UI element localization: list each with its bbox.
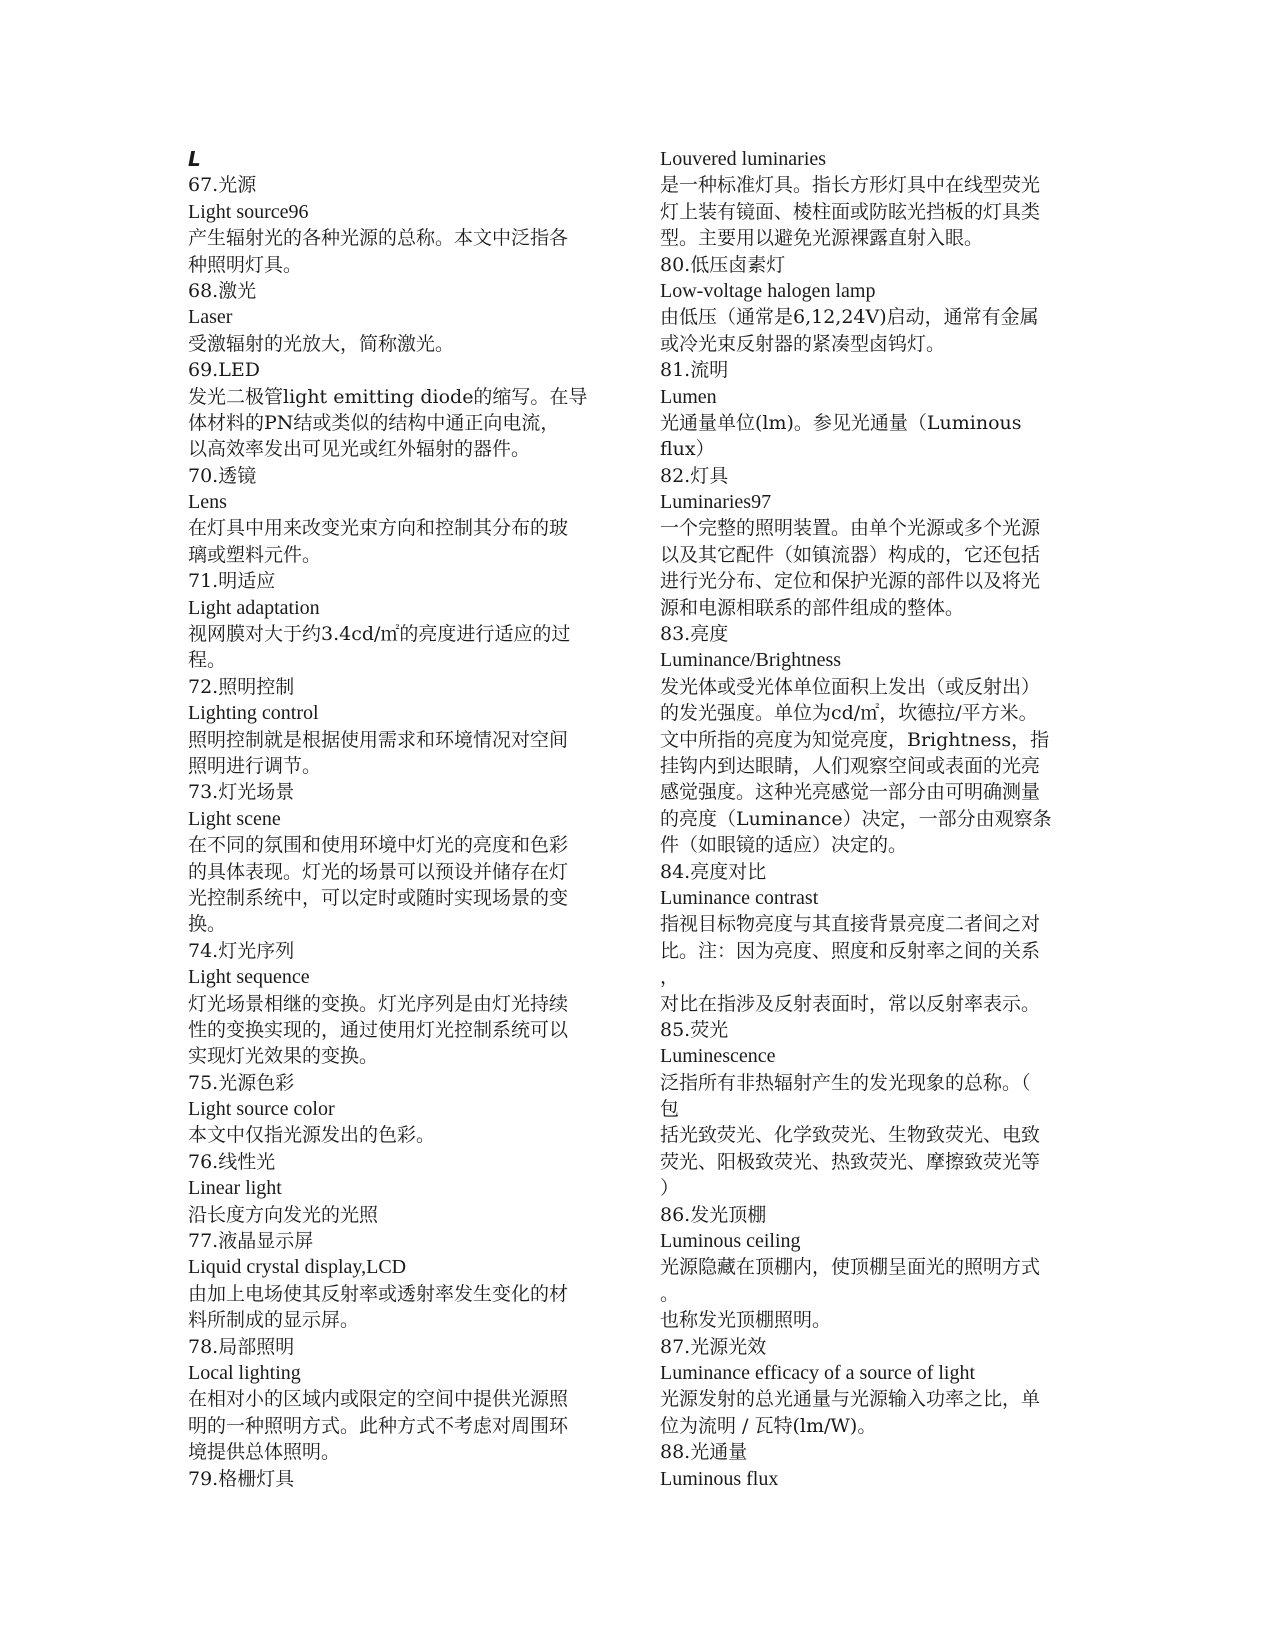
definition-line: 的具体表现。灯光的场景可以预设并储存在灯 (188, 860, 569, 883)
term-number-line: 86.发光顶棚 (660, 1203, 767, 1226)
definition-line: ） (660, 1177, 680, 1200)
definition-line: 比。注：因为亮度、照度和反射率之间的关系 (660, 939, 1041, 962)
definition-line: 位为流明 / 瓦特(lm/W)。 (660, 1414, 877, 1437)
term-number-line: 79.格栅灯具 (188, 1467, 295, 1490)
right-column (660, 146, 1080, 1492)
definition-line: 在灯具中用来改变光束方向和控制其分布的玻 (188, 517, 569, 540)
definition-line: ， (660, 966, 680, 989)
english-term-line: Local lighting (188, 1361, 301, 1384)
term-number-line: 80.低压卤素灯 (660, 253, 786, 276)
english-term-line: Luminance/Brightness (660, 649, 842, 672)
english-term-line: Luminous flux (660, 1467, 779, 1490)
term-number-line: 70.透镜 (188, 464, 257, 487)
english-term-line: Lighting control (188, 702, 319, 725)
definition-line: 泛指所有非热辐射产生的发光现象的总称。（ (660, 1071, 1031, 1094)
definition-line: 挂钩内到达眼睛，人们观察空间或表面的光亮 (660, 754, 1041, 777)
definition-line: 本文中仅指光源发出的色彩。 (188, 1124, 436, 1147)
definition-line: 一个完整的照明装置。由单个光源或多个光源 (660, 517, 1041, 540)
definition-line: 产生辐射光的各种光源的总称。本文中泛指各 (188, 227, 569, 250)
definition-line: 照明控制就是根据使用需求和环境情况对空间 (188, 728, 569, 751)
english-term-line: Luminaries97 (660, 491, 772, 514)
english-term-line: Luminescence (660, 1045, 776, 1068)
section-letter: L (188, 147, 201, 171)
english-term-line: Liquid crystal display,LCD (188, 1256, 407, 1279)
definition-line: flux） (660, 438, 715, 461)
definition-line: 以及其它配件（如镇流器）构成的，它还包括 (660, 543, 1041, 566)
term-number-line: 84.亮度对比 (660, 860, 767, 883)
definition-line: 发光体或受光体单位面积上发出（或反射出） (660, 675, 1041, 698)
term-number-line: 83.亮度 (660, 623, 729, 646)
english-term-line: Luminance contrast (660, 886, 819, 909)
definition-line: 实现灯光效果的变换。 (188, 1045, 379, 1068)
definition-line: 璃或塑料元件。 (188, 543, 322, 566)
term-number-line: 74.灯光序列 (188, 939, 295, 962)
english-term-line: Light adaptation (188, 596, 320, 619)
definition-line: 也称发光顶棚照明。 (660, 1309, 832, 1332)
term-number-line: 69.LED (188, 359, 260, 382)
english-term-line: Laser (188, 306, 233, 329)
english-term-line: Luminance efficacy of a source of light (660, 1361, 976, 1384)
definition-line: 视网膜对大于约3.4cd/㎡的亮度进行适应的过 (188, 623, 571, 646)
english-term-line: Linear light (188, 1177, 282, 1200)
term-number-line: 88.光通量 (660, 1441, 748, 1464)
definition-line: 受激辐射的光放大，简称激光。 (188, 332, 455, 355)
term-number-line: 73.灯光场景 (188, 781, 295, 804)
definition-line: 光源发射的总光通量与光源输入功率之比，单 (660, 1388, 1041, 1411)
definition-line: 源和电源相联系的部件组成的整体。 (660, 596, 965, 619)
definition-line: 荧光、阳极致荧光、热致荧光、摩擦致荧光等 (660, 1150, 1041, 1173)
definition-line: 种照明灯具。 (188, 253, 303, 276)
definition-line: 光控制系统中，可以定时或随时实现场景的变 (188, 886, 569, 909)
definition-line: 料所制成的显示屏。 (188, 1309, 360, 1332)
definition-line: 境提供总体照明。 (188, 1441, 341, 1464)
definition-line: 灯光场景相继的变换。灯光序列是由灯光持续 (188, 992, 569, 1015)
definition-line: 括光致荧光、化学致荧光、生物致荧光、电致 (660, 1124, 1041, 1147)
definition-line: 。 (660, 1282, 680, 1305)
definition-line: 的亮度（Luminance）决定，一部分由观察条 (660, 807, 1052, 830)
definition-line: 是一种标准灯具。指长方形灯具中在线型荧光 (660, 174, 1041, 197)
definition-line: 换。 (188, 913, 227, 936)
definition-line: 由加上电场使其反射率或透射率发生变化的材 (188, 1282, 569, 1305)
term-number-line: 81.流明 (660, 359, 729, 382)
definition-line: 型。主要用以避免光源裸露直射入眼。 (660, 227, 984, 250)
definition-line: 发光二极管light emitting diode的缩写。在导 (188, 385, 588, 408)
definition-line: 指视目标物亮度与其直接背景亮度二者间之对 (660, 913, 1041, 936)
english-term-line: Light scene (188, 807, 281, 830)
english-term-line: Low-voltage halogen lamp (660, 279, 876, 302)
definition-line: 以高效率发出可见光或红外辐射的器件。 (188, 438, 531, 461)
definition-line: 或冷光束反射器的紧凑型卤钨灯。 (660, 332, 946, 355)
term-number-line: 67.光源 (188, 174, 257, 197)
definition-line: 件（如眼镜的适应）决定的。 (660, 834, 908, 857)
term-number-line: 68.激光 (188, 279, 257, 302)
term-number-line: 75.光源色彩 (188, 1071, 295, 1094)
definition-line: 程。 (188, 649, 227, 672)
definition-line: 在相对小的区域内或限定的空间中提供光源照 (188, 1388, 569, 1411)
definition-line: 沿长度方向发光的光照 (188, 1203, 379, 1226)
term-number-line: 72.照明控制 (188, 675, 295, 698)
english-term-line: Light source color (188, 1098, 335, 1121)
definition-line: 明的一种照明方式。此种方式不考虑对周围环 (188, 1414, 569, 1437)
definition-line: 体材料的PN结或类似的结构中通正向电流， (188, 411, 560, 434)
definition-line: 感觉强度。这种光亮感觉一部分由可明确测量 (660, 781, 1041, 804)
definition-line: 对比在指涉及反射表面时，常以反射率表示。 (660, 992, 1041, 1015)
definition-line: 的发光强度。单位为cd/㎡，坎德拉/平方米。 (660, 702, 1038, 725)
english-term-line: Light source96 (188, 200, 309, 223)
definition-line: 由低压（通常是6,12,24V)启动，通常有金属 (660, 306, 1039, 329)
english-term-line: Light sequence (188, 966, 310, 989)
term-number-line: 87.光源光效 (660, 1335, 767, 1358)
definition-line: 包 (660, 1098, 680, 1121)
definition-line: 灯上装有镜面、棱柱面或防眩光挡板的灯具类 (660, 200, 1041, 223)
term-number-line: 71.明适应 (188, 570, 276, 593)
definition-line: 照明进行调节。 (188, 754, 322, 777)
term-number-line: 76.线性光 (188, 1150, 276, 1173)
definition-line: 文中所指的亮度为知觉亮度，Brightness，指 (660, 728, 1050, 751)
english-term-line: Lens (188, 491, 227, 514)
english-term-line: Lumen (660, 385, 717, 408)
definition-line: 光源隐藏在顶棚内，使顶棚呈面光的照明方式 (660, 1256, 1041, 1279)
term-number-line: 82.灯具 (660, 464, 729, 487)
english-term-line: Luminous ceiling (660, 1230, 801, 1253)
term-number-line: 77.液晶显示屏 (188, 1230, 314, 1253)
definition-line: 在不同的氛围和使用环境中灯光的亮度和色彩 (188, 834, 569, 857)
definition-line: 进行光分布、定位和保护光源的部件以及将光 (660, 570, 1041, 593)
term-number-line: 85.荧光 (660, 1018, 729, 1041)
english-term-line: Louvered luminaries (660, 148, 827, 170)
definition-line: 性的变换实现的，通过使用灯光控制系统可以 (188, 1018, 569, 1041)
term-number-line: 78.局部照明 (188, 1335, 295, 1358)
definition-line: 光通量单位(lm)。参见光通量（Luminous (660, 411, 1022, 434)
left-column (188, 146, 608, 1492)
